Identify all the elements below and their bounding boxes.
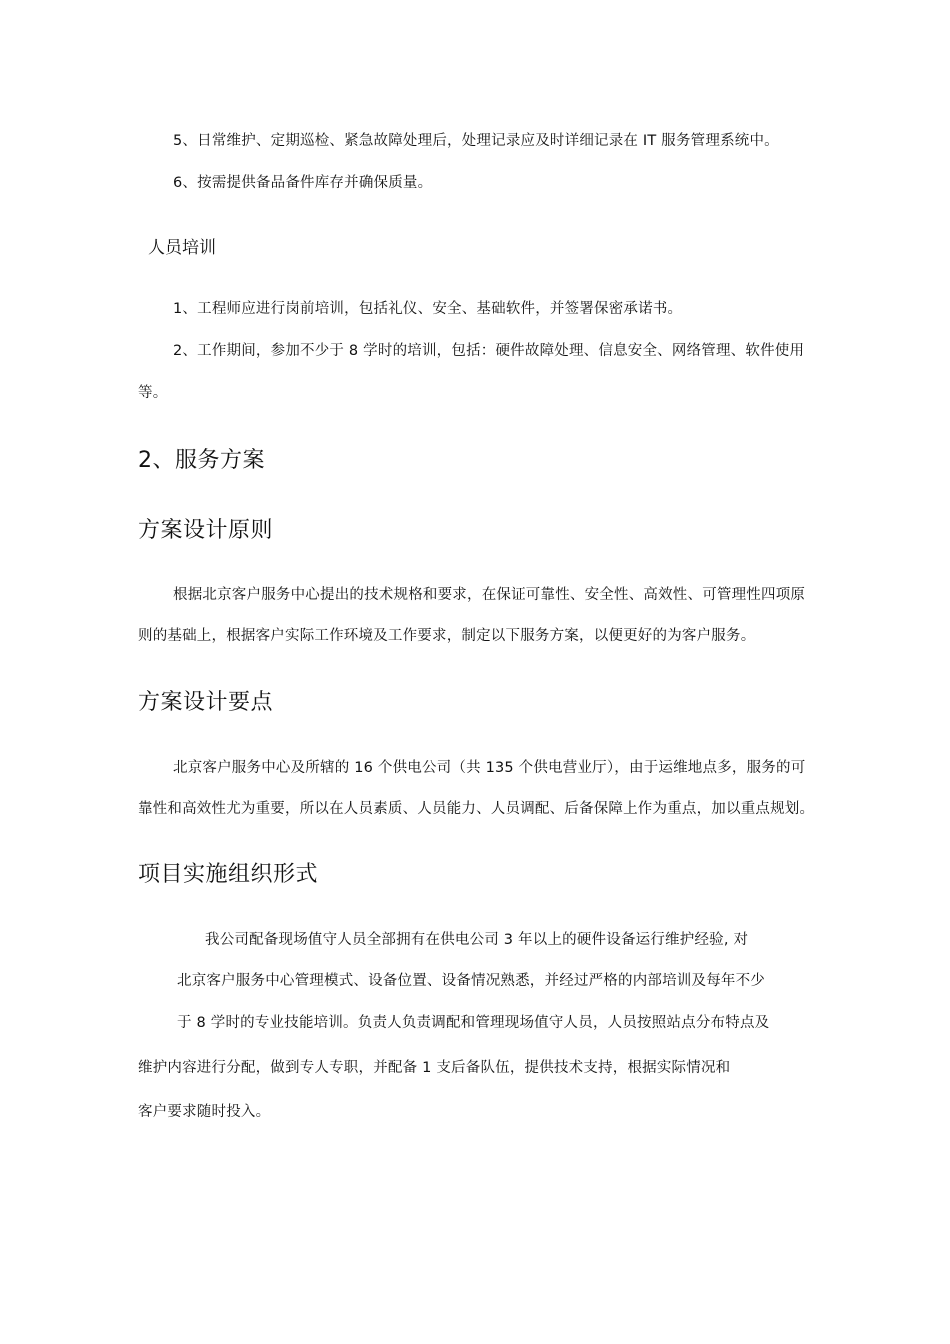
training-heading: 人员培训 [148,238,216,258]
design-points-paragraph-line-2: 靠性和高效性尤为重要，所以在人员素质、人员能力、人员调配、后备保障上作为重点，加以重点规划。 [138,801,815,817]
maintenance-item-5: 5、日常维护、定期巡检、紧急故障处理后，处理记录应及时详细记录在 IT 服务管理系统中。 [173,133,779,149]
maintenance-item-6: 6、按需提供备品备件库存并确保质量。 [173,175,433,191]
training-item-2-line-2: 等。 [138,385,168,401]
training-item-1: 1、工程师应进行岗前培训，包括礼仪、安全、基础软件，并签署保密承诺书。 [173,301,683,317]
organization-line-2: 北京客户服务中心管理模式、设备位置、设备情况熟悉，并经过严格的内部培训及每年不少 [177,973,765,989]
training-item-2-line-1: 2、工作期间，参加不少于 8 学时的培训，包括：硬件故障处理、信息安全、网络管理、软件使用 [173,343,805,359]
organization-heading: 项目实施组织形式 [138,862,319,887]
section-2-title: 2、服务方案 [138,448,265,473]
organization-line-1: 我公司配备现场值守人员全部拥有在供电公司 3 年以上的硬件设备运行维护经验, 对 [205,932,749,948]
organization-line-3: 于 8 学时的专业技能培训。负责人负责调配和管理现场值守人员，人员按照站点分布特点及 [177,1015,770,1031]
design-points-paragraph-line-1: 北京客户服务中心及所辖的 16 个供电公司（共 135 个供电营业厅），由于运维地点多，服务的可 [173,760,806,776]
organization-line-5: 客户要求随时投入。 [138,1104,271,1120]
design-points-heading: 方案设计要点 [138,690,274,715]
design-principles-heading: 方案设计原则 [138,518,274,543]
organization-line-4: 维护内容进行分配，做到专人专职，并配备 1 支后备队伍，提供技术支持，根据实际情况和 [138,1060,731,1076]
design-principles-paragraph-line-2: 则的基础上，根据客户实际工作环境及工作要求，制定以下服务方案，以便更好的为客户服务。 [138,628,756,644]
design-principles-paragraph-line-1: 根据北京客户服务中心提出的技术规格和要求，在保证可靠性、安全性、高效性、可管理性四项原 [173,587,806,603]
